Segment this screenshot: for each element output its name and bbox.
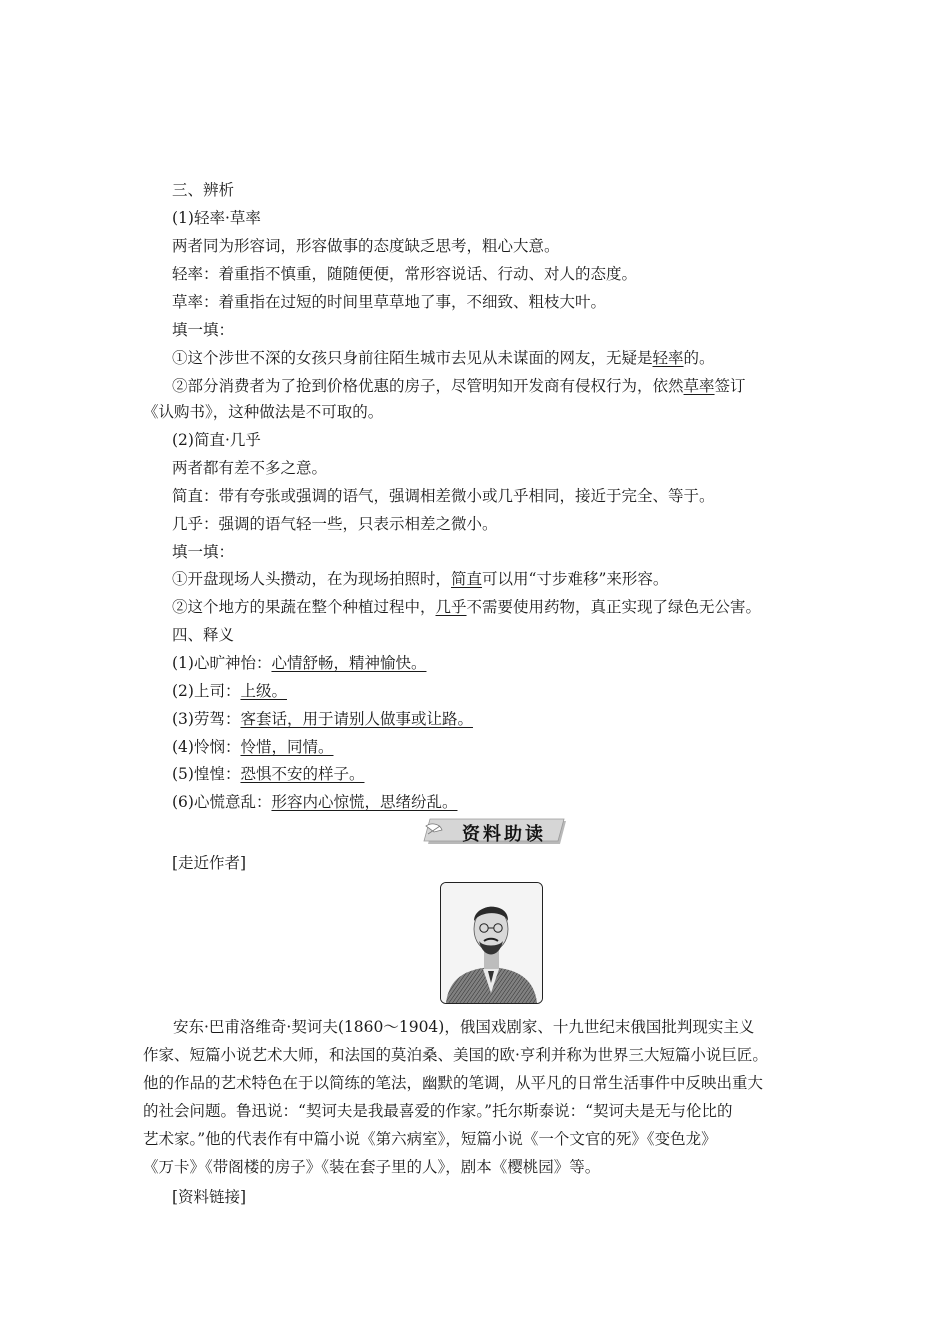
section-banner [420, 818, 568, 845]
author-biography: 《万卡》《带阁楼的房子》《装在套子里的人》，剧本《樱桃园》等。 [143, 1158, 601, 1176]
subsection-label-author: [走近作者] [172, 854, 247, 872]
author-biography: 安东·巴甫洛维奇·契诃夫(1860～1904)，俄国戏剧家、十九世纪末俄国批判现实主义 [173, 1018, 755, 1036]
definition-answer: 恐惧不安的样子。 [240, 765, 365, 783]
fill-in-label: 填一填： [172, 321, 235, 339]
definition-item: (1)心旷神怡：心情舒畅，精神愉快。 [172, 654, 427, 672]
banner-title: 资料助读 [462, 824, 546, 845]
definition: 轻率：着重指不慎重，随随便便，常形容说话、行动、对人的态度。 [172, 265, 638, 283]
fill-in-question: ①开盘现场人头攒动，在为现场拍照时，简直可以用“寸步难移”来形容。 [172, 570, 669, 588]
fill-in-question-continuation: 《认购书》，这种做法是不可取的。 [143, 403, 384, 421]
fill-in-question: ②部分消费者为了抢到价格优惠的房子，尽管明知开发商有侵权行为，依然草率签订 [172, 377, 746, 395]
fill-in-answer: 轻率 [652, 349, 684, 367]
definition-item: (3)劳驾：客套话，用于请别人做事或让路。 [172, 710, 473, 728]
section-heading-distinguish: 三、辨析 [172, 181, 235, 199]
author-biography: 作家、短篇小说艺术大师，和法国的莫泊桑、美国的欧·亨利并称为世界三大短篇小说巨匠。 [143, 1046, 768, 1064]
author-portrait [440, 882, 543, 1004]
definition-answer: 怜惜，同情。 [240, 738, 334, 756]
word-pair-description: 两者都有差不多之意。 [172, 459, 328, 477]
author-biography: 他的作品的艺术特色在于以简练的笔法，幽默的笔调，从平凡的日常生活事件中反映出重大 [143, 1074, 764, 1092]
definition-item: (2)上司：上级。 [172, 682, 287, 700]
fill-in-answer: 草率 [683, 377, 715, 395]
fill-in-question: ①这个涉世不深的女孩只身前往陌生城市去见从未谋面的网友，无疑是轻率的。 [172, 349, 715, 367]
word-pair-description: 两者同为形容词，形容做事的态度缺乏思考，粗心大意。 [172, 237, 560, 255]
section-heading-definitions: 四、释义 [172, 626, 235, 644]
fill-in-question: ②这个地方的果蔬在整个种植过程中，几乎不需要使用药物，真正实现了绿色无公害。 [172, 598, 762, 616]
subsection-label-links: [资料链接] [172, 1188, 247, 1206]
author-biography: 艺术家。”他的代表作有中篇小说《第六病室》，短篇小说《一个文官的死》《变色龙》 [143, 1130, 717, 1148]
definition-answer: 客套话，用于请别人做事或让路。 [240, 710, 473, 728]
definition-item: (5)惶惶：恐惧不安的样子。 [172, 765, 365, 783]
word-pair-title: (1)轻率·草率 [172, 209, 261, 227]
definition: 简直：带有夸张或强调的语气，强调相差微小或几乎相同，接近于完全、等于。 [172, 487, 715, 505]
author-biography: 的社会问题。鲁迅说：“契诃夫是我最喜爱的作家。”托尔斯泰说：“契诃夫是无与伦比的 [143, 1102, 733, 1120]
word-pair-title: (2)简直·几乎 [172, 431, 261, 449]
fill-in-label: 填一填： [172, 543, 235, 561]
definition-answer: 形容内心惊慌，思绪纷乱。 [271, 793, 458, 811]
definition-answer: 上级。 [240, 682, 287, 700]
fill-in-answer: 简直 [451, 570, 483, 588]
definition-answer: 心情舒畅，精神愉快。 [271, 654, 427, 672]
definition-item: (4)怜悯：怜惜，同情。 [172, 738, 334, 756]
fill-in-answer: 几乎 [435, 598, 467, 616]
definition-item: (6)心慌意乱：形容内心惊慌，思绪纷乱。 [172, 793, 458, 811]
definition: 几乎：强调的语气轻一些，只表示相差之微小。 [172, 515, 498, 533]
definition: 草率：着重指在过短的时间里草草地了事，不细致、粗枝大叶。 [172, 293, 607, 311]
